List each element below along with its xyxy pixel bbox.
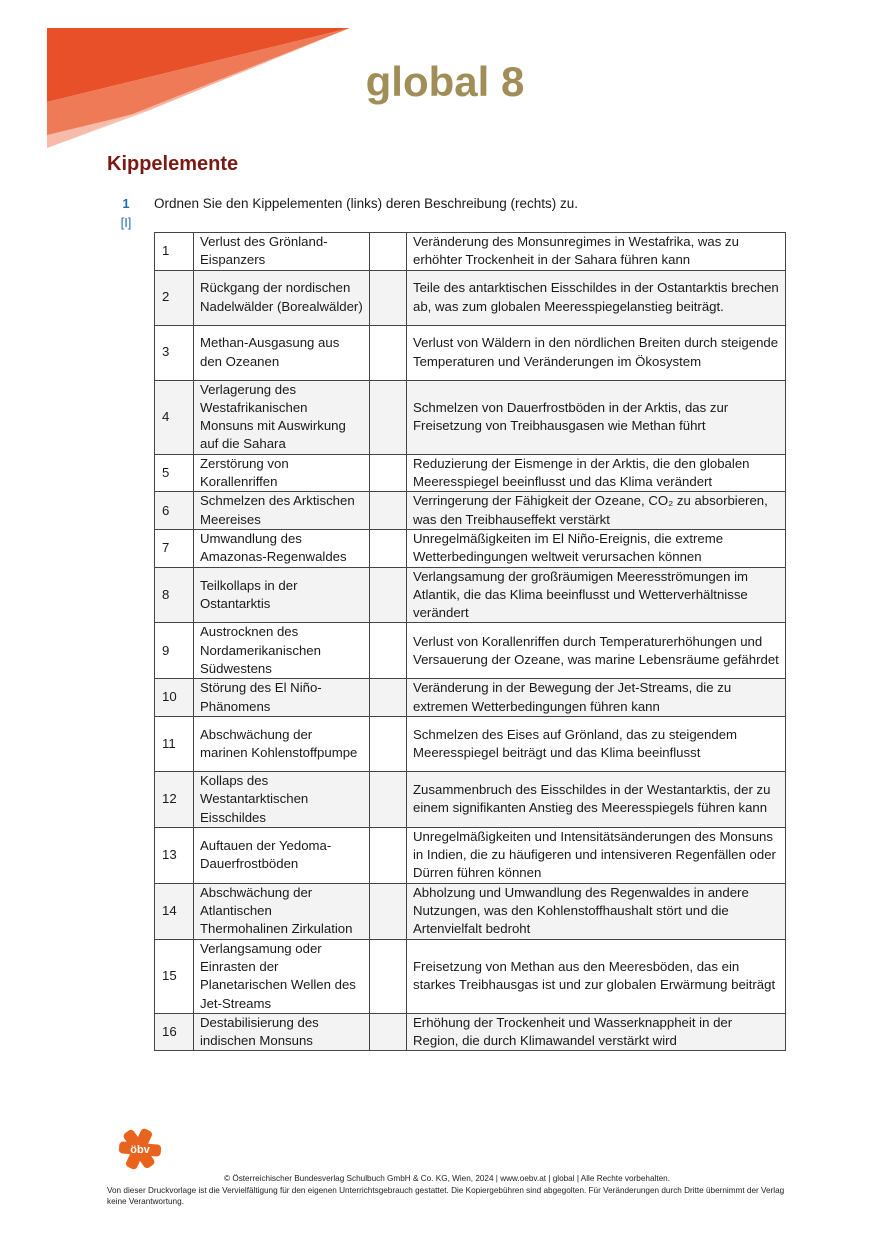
kippelement-term: Zerstörung von Korallenriffen: [194, 454, 370, 492]
answer-cell[interactable]: [370, 771, 407, 827]
answer-cell[interactable]: [370, 325, 407, 380]
answer-cell[interactable]: [370, 679, 407, 717]
answer-cell[interactable]: [370, 529, 407, 567]
row-number: 15: [155, 939, 194, 1013]
answer-cell[interactable]: [370, 883, 407, 939]
table-row: [155, 883, 786, 939]
answer-cell[interactable]: [370, 623, 407, 679]
task-level: [I]: [120, 215, 132, 230]
kippelement-term: Teilkollaps in der Ostantarktis: [194, 567, 370, 623]
kippelement-term: Verlangsamung oder Einrasten der Planetarischen Wellen des Jet-Streams: [194, 939, 370, 1013]
table-row: [155, 325, 786, 380]
footer-copyright: © Österreichischer Bundesverlag Schulbuch GmbH & Co. KG, Wien, 2024 | www.oebv.at | global | Alle Rechte vorbehalten.: [224, 1174, 670, 1183]
task-instruction: Ordnen Sie den Kippelementen (links) deren Beschreibung (rechts) zu.: [154, 196, 578, 211]
kippelement-term: Verlagerung des Westafrikanischen Monsuns mit Auswirkung auf die Sahara: [194, 380, 370, 454]
row-number: 16: [155, 1013, 194, 1051]
table-row: [155, 529, 786, 567]
kippelement-term: Schmelzen des Arktischen Meereises: [194, 492, 370, 530]
kippelement-term: Destabilisierung des indischen Monsuns: [194, 1013, 370, 1051]
description-cell: Unregelmäßigkeiten im El Niño-Ereignis, die extreme Wetterbedingungen weltweit verursachen können: [407, 529, 786, 567]
kippelement-term: Störung des El Niño-Phänomens: [194, 679, 370, 717]
oebv-logo: [118, 1126, 162, 1172]
row-number: 1: [155, 233, 194, 271]
row-number: 5: [155, 454, 194, 492]
table-row: [155, 492, 786, 530]
description-cell: Abholzung und Umwandlung des Regenwaldes in andere Nutzungen, was den Kohlenstoffhaushalt stört und die Artenvielfalt bedroht: [407, 883, 786, 939]
matching-table: [154, 232, 786, 1051]
row-number: 6: [155, 492, 194, 530]
answer-cell[interactable]: [370, 716, 407, 771]
answer-cell[interactable]: [370, 233, 407, 271]
task-number: 1: [122, 196, 130, 211]
description-cell: Verlangsamung der großräumigen Meeresströmungen im Atlantik, die das Klima beeinflusst und Wetterverhältnisse verändert: [407, 567, 786, 623]
kippelement-term: Umwandlung des Amazonas-Regenwaldes: [194, 529, 370, 567]
answer-cell[interactable]: [370, 567, 407, 623]
table-row: [155, 716, 786, 771]
brand-title: global 8: [365, 58, 525, 105]
row-number: 14: [155, 883, 194, 939]
description-cell: Erhöhung der Trockenheit und Wasserknappheit in der Region, die durch Klimawandel verstärkt wird: [407, 1013, 786, 1051]
description-cell: Verlust von Wäldern in den nördlichen Breiten durch steigende Temperaturen und Veränderungen im Ökosystem: [407, 325, 786, 380]
row-number: 7: [155, 529, 194, 567]
kippelement-term: Rückgang der nordischen Nadelwälder (Borealwälder): [194, 270, 370, 325]
kippelement-term: Abschwächung der marinen Kohlenstoffpumpe: [194, 716, 370, 771]
kippelement-term: Verlust des Grönland-Eispanzers: [194, 233, 370, 271]
row-number: 11: [155, 716, 194, 771]
table-row: [155, 623, 786, 679]
row-number: 4: [155, 380, 194, 454]
description-cell: Unregelmäßigkeiten und Intensitätsänderungen des Monsuns in Indien, die zu häufigeren und intensiveren Regenfällen oder Dürren führen können: [407, 827, 786, 883]
row-number: 2: [155, 270, 194, 325]
table-row: [155, 270, 786, 325]
table-row: [155, 233, 786, 271]
table-row: [155, 567, 786, 623]
table-row: [155, 454, 786, 492]
description-cell: Veränderung in der Bewegung der Jet-Streams, die zu extremen Wetterbedingungen führen kann: [407, 679, 786, 717]
kippelement-term: Austrocknen des Nordamerikanischen Südwestens: [194, 623, 370, 679]
kippelement-term: Abschwächung der Atlantischen Thermohalinen Zirkulation: [194, 883, 370, 939]
kippelement-term: Auftauen der Yedoma-Dauerfrostböden: [194, 827, 370, 883]
answer-cell[interactable]: [370, 939, 407, 1013]
table-row: [155, 380, 786, 454]
table-row: [155, 939, 786, 1013]
description-cell: Teile des antarktischen Eisschildes in der Ostantarktis brechen ab, was zum globalen Meeresspiegelanstieg beiträgt.: [407, 270, 786, 325]
description-cell: Verlust von Korallenriffen durch Temperaturerhöhungen und Versauerung der Ozeane, was marine Lebensräume gefährdet: [407, 623, 786, 679]
description-cell: Schmelzen von Dauerfrostböden in der Arktis, das zur Freisetzung von Treibhausgasen wie Methan führt: [407, 380, 786, 454]
kippelement-term: Kollaps des Westantarktischen Eisschildes: [194, 771, 370, 827]
row-number: 12: [155, 771, 194, 827]
row-number: 8: [155, 567, 194, 623]
description-cell: Veränderung des Monsunregimes in Westafrika, was zu erhöhter Trockenheit in der Sahara führen kann: [407, 233, 786, 271]
description-cell: Zusammenbruch des Eisschildes in der Westantarktis, der zu einem signifikanten Anstieg des Meeresspiegels führen kann: [407, 771, 786, 827]
table-row: [155, 827, 786, 883]
footer-notice: Von dieser Druckvorlage ist die Vervielfältigung für den eigenen Unterrichtsgebrauch gestattet. Die Kopiergebühren sind abgegolten. Für Veränderungen durch Dritte übernimmt der Verlag keine Verantwortung.: [107, 1185, 785, 1206]
description-cell: Reduzierung der Eismenge in der Arktis, die den globalen Meeresspiegel beeinflusst und das Klima verändert: [407, 454, 786, 492]
footer: [107, 1173, 787, 1208]
answer-cell[interactable]: [370, 270, 407, 325]
answer-cell[interactable]: [370, 380, 407, 454]
row-number: 9: [155, 623, 194, 679]
description-cell: Freisetzung von Methan aus den Meeresböden, das ein starkes Treibhausgas ist und zur globalen Erwärmung beiträgt: [407, 939, 786, 1013]
section-title: Kippelemente: [107, 153, 239, 175]
answer-cell[interactable]: [370, 492, 407, 530]
row-number: 13: [155, 827, 194, 883]
answer-cell[interactable]: [370, 1013, 407, 1051]
table-row: [155, 679, 786, 717]
row-number: 3: [155, 325, 194, 380]
answer-cell[interactable]: [370, 454, 407, 492]
table-row: [155, 1013, 786, 1051]
description-cell: Verringerung der Fähigkeit der Ozeane, CO₂ zu absorbieren, was den Treibhauseffekt verstärkt: [407, 492, 786, 530]
description-cell: Schmelzen des Eises auf Grönland, das zu steigendem Meeresspiegel beiträgt und das Klima beeinflusst: [407, 716, 786, 771]
row-number: 10: [155, 679, 194, 717]
table-row: [155, 771, 786, 827]
svg-text:öbv: öbv: [130, 1144, 150, 1156]
kippelement-term: Methan-Ausgasung aus den Ozeanen: [194, 325, 370, 380]
answer-cell[interactable]: [370, 827, 407, 883]
